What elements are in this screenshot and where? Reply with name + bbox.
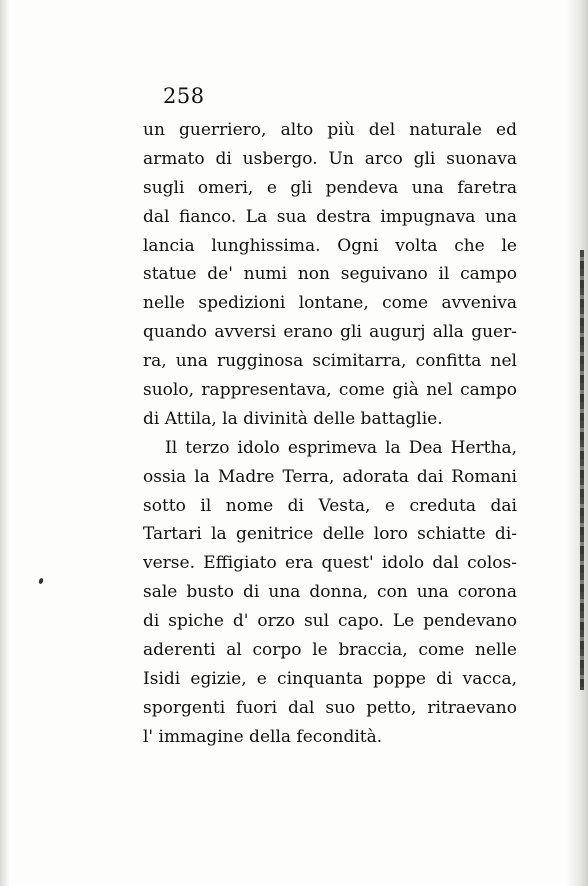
text-line: Isidi egizie, e cinquanta poppe di vacca, [143,668,517,689]
text-line: un guerriero, alto più del naturale ed [143,120,517,140]
page-right-edge [566,0,588,886]
margin-ink-spot [38,577,44,584]
text-line: ra, una rugginosa scimitarra, confitta nel [143,351,517,372]
text-line: statue de' numi non seguivano il campo [143,264,517,285]
text-line: aderenti al corpo le braccia, come nelle [143,640,517,661]
page-number: 258 [163,84,205,108]
page-left-edge [0,0,10,886]
text-line: sporgenti fuori dal suo petto, ritraevano [143,697,517,718]
text-line: armato di usbergo. Un arco gli suonava [143,148,517,169]
text-line: di spiche d' orzo sul capo. Le pendevano [143,611,517,632]
text-line: sugli omeri, e gli pendeva una faretra [143,177,517,198]
body-text [143,116,517,752]
text-line: lancia lunghissima. Ogni volta che le [143,235,517,256]
text-line: verse. Effigiato era quest' idolo dal colos- [143,553,517,574]
text-line: dal fianco. La sua destra impugnava una [143,206,517,227]
text-line: quando avversi erano gli augurj alla guer- [143,322,517,343]
text-line: nelle spedizioni lontane, come avveniva [143,293,517,314]
paragraph-end-line: di Attila, la divinità delle battaglie. [143,408,443,429]
text-line: suolo, rappresentava, come già nel campo [143,380,517,401]
text-line: sotto il nome di Vesta, e creduta dai [143,495,517,516]
paragraph-start-line: Il terzo idolo esprimeva la Dea Hertha, [165,437,517,458]
text-line: Tartari la genitrice delle loro schiatte di- [143,524,517,545]
text-line: ossia la Madre Terra, adorata dai Romani [143,466,517,487]
paragraph-end-line: l' immagine della fecondità. [143,726,383,747]
text-line: sale busto di una donna, con una corona [143,582,517,603]
binding-edge-mark [580,250,584,690]
